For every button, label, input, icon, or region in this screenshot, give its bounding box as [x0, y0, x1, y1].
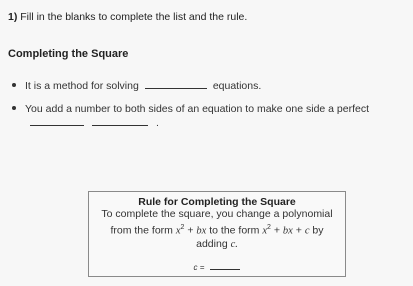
- rule-text: [89, 208, 345, 251]
- bullet-text: You add a number to both sides of an equation to make one side a perfect: [25, 103, 370, 115]
- bullet-dot-icon: [12, 83, 16, 87]
- bullet-dot-icon: [12, 106, 16, 110]
- math-exponent: 2: [267, 224, 271, 231]
- math-bx: bx: [282, 225, 293, 237]
- rule-line-3: [89, 238, 345, 251]
- math-bx: bx: [196, 225, 207, 237]
- math-x: x: [262, 225, 268, 237]
- question-prompt: [8, 11, 247, 23]
- question-number: 1): [8, 11, 18, 23]
- math-exponent: 2: [180, 224, 185, 231]
- blank-perfect-word-2[interactable]: [92, 115, 148, 126]
- section-title: Completing the Square: [8, 48, 129, 60]
- math-plus: +: [295, 224, 302, 237]
- math-c: c.: [230, 238, 238, 250]
- blank-equation-type[interactable]: [145, 78, 207, 89]
- question-text: Fill in the blanks to complete the list and the rule.: [20, 11, 248, 23]
- bullet-item-perfect: [12, 103, 369, 115]
- rule-box: [88, 191, 346, 277]
- c-equals-label: c =: [193, 263, 205, 272]
- bullet-text-before: It is a method for solving: [25, 80, 139, 92]
- math-plus: +: [187, 224, 194, 237]
- rule-line-2: [89, 221, 345, 238]
- bullet-item-method: [12, 78, 261, 92]
- bullet-text-after: equations.: [212, 80, 262, 92]
- rule-line-1: To complete the square, you change a polynomial: [101, 208, 333, 220]
- rule-title: Rule for Completing the Square: [138, 196, 296, 208]
- c-answer-row: [89, 262, 345, 272]
- bullet-end-period: .: [156, 117, 159, 129]
- rule-adding-text: adding: [196, 237, 228, 250]
- math-c: c: [304, 225, 310, 237]
- rule-by-text: by: [312, 224, 324, 237]
- blank-perfect-word-1[interactable]: [30, 115, 84, 126]
- bullet-continuation: [30, 115, 159, 129]
- rule-from-text: from the form: [110, 224, 173, 237]
- blank-c-value[interactable]: [210, 262, 240, 270]
- rule-to-text: to the form: [209, 224, 260, 237]
- math-plus: +: [273, 224, 280, 237]
- math-x: x: [175, 225, 181, 237]
